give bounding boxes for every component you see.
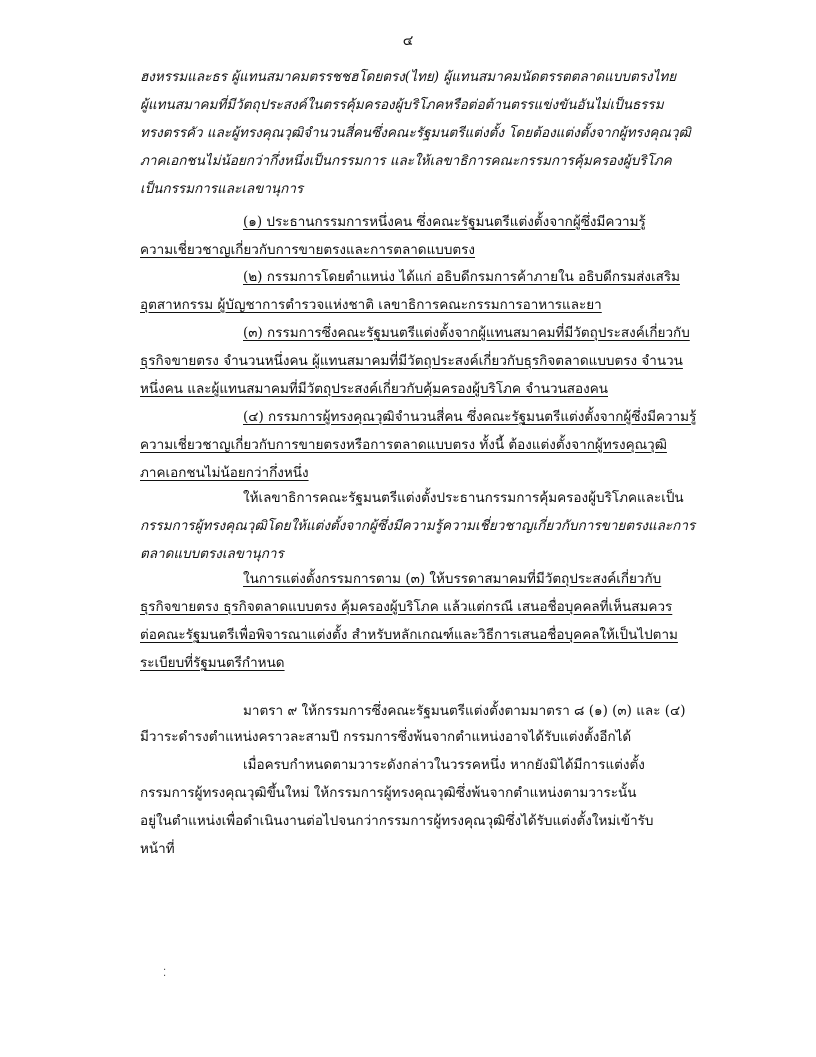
paragraph-line: ระเบียบที่รัฐมนตรีกำหนด: [140, 655, 285, 671]
paragraph-line: ผู้แทนสมาคมที่มีวัตถุประสงค์ในตรรคุ้มครองผู้บริโภคหรือต่อต้านตรรแข่งขันอันไม่เป็นธรรม: [140, 97, 664, 113]
paragraph-line: เมื่อครบกำหนดตามวาระดังกล่าวในวรรคหนึ่ง หากยังมิได้มีการแต่งตั้ง: [243, 757, 645, 773]
page-number: ๔: [402, 33, 414, 49]
paragraph-line: อุตสาหกรรม ผู้บัญชาการตำรวจแห่งชาติ เลขาธิการคณะกรรมการอาหารและยา: [140, 297, 602, 313]
paragraph-line: ให้เลขาธิการคณะรัฐมนตรีแต่งตั้งประธานกรรมการคุ้มครองผู้บริโภคและเป็น: [243, 490, 684, 506]
paragraph-line: เป็นกรรมการและเลขานุการ: [140, 181, 304, 197]
paragraph-line: (๓) กรรมการซึ่งคณะรัฐมนตรีแต่งตั้งจากผู้แทนสมาคมที่มีวัตถุประสงค์เกี่ยวกับ: [243, 325, 690, 341]
paragraph-line: ต่อคณะรัฐมนตรีเพื่อพิจารณาแต่งตั้ง สำหรับหลักเกณฑ์และวิธีการเสนอชื่อบุคคลให้เป็นไปตาม: [140, 627, 678, 643]
paragraph-line: (๑) ประธานกรรมการหนึ่งคน ซึ่งคณะรัฐมนตรีแต่งตั้งจากผู้ซึ่งมีความรู้: [243, 214, 646, 230]
paragraph-line: (๒) กรรมการโดยตำแหน่ง ได้แก่ อธิบดีกรมการค้าภายใน อธิบดีกรมส่งเสริม: [243, 269, 680, 285]
scan-speck: ⁚: [163, 968, 167, 979]
paragraph-line: กรรมการผู้ทรงคุณวุฒิโดยให้แต่งตั้งจากผู้ซึ่งมีความรู้ความเชี่ยวชาญเกี่ยวกับการขายตรงและการ: [140, 518, 696, 534]
paragraph-line: ธุรกิจขายตรง จำนวนหนึ่งคน ผู้แทนสมาคมที่มีวัตถุประสงค์เกี่ยวกับธุรกิจตลาดแบบตรง จำนวน: [140, 353, 683, 369]
paragraph-line: ทรงตรรคัว และผู้ทรงคุณวุฒิจำนวนสี่คนซึ่งคณะรัฐมนตรีแต่งตั้ง โดยต้องแต่งตั้งจากผู้ทรงคุณวุฒิ: [140, 125, 691, 141]
paragraph-line: ฮงหรรมและธร ผู้แทนสมาคมตรรชชฮโดยตรง(ไทย) ผู้แทนสมาคมนัดตรรตตลาดแบบตรงไทย: [140, 69, 677, 85]
paragraph-line: ความเชี่ยวชาญเกี่ยวกับการขายตรงและการตลาดแบบตรง: [140, 242, 476, 258]
paragraph-line: ภาคเอกชนไม่น้อยกว่ากึ่งหนึ่งเป็นกรรมการ และให้เลขาธิการคณะกรรมการคุ้มครองผู้บริโภค: [140, 153, 672, 169]
paragraph-line: กรรมการผู้ทรงคุณวุฒิขึ้นใหม่ ให้กรรมการผู้ทรงคุณวุฒิซึ่งพ้นจากตำแหน่งตามวาระนั้น: [140, 785, 637, 801]
paragraph-line: ความเชี่ยวชาญเกี่ยวกับการขายตรงหรือการตลาดแบบตรง ทั้งนี้ ต้องแต่งตั้งจากผู้ทรงคุณวุฒิ: [140, 437, 667, 453]
paragraph-line: หน้าที่: [140, 841, 175, 857]
paragraph-line: อยู่ในตำแหน่งเพื่อดำเนินงานต่อไปจนกว่ากรรมการผู้ทรงคุณวุฒิซึ่งได้รับแต่งตั้งใหม่เข้ารับ: [140, 813, 654, 829]
paragraph-line: (๔) กรรมการผู้ทรงคุณวุฒิจำนวนสี่คน ซึ่งคณะรัฐมนตรีแต่งตั้งจากผู้ซึ่งมีความรู้: [243, 409, 697, 425]
paragraph-line: ภาคเอกชนไม่น้อยกว่ากึ่งหนึ่ง: [140, 465, 309, 481]
paragraph-line: หนึ่งคน และผู้แทนสมาคมที่มีวัตถุประสงค์เกี่ยวกับคุ้มครองผู้บริโภค จำนวนสองคน: [140, 381, 608, 397]
paragraph-line: มีวาระดำรงตำแหน่งคราวละสามปี กรรมการซึ่งพ้นจากตำแหน่งอาจได้รับแต่งตั้งอีกได้: [140, 729, 632, 745]
section-heading: มาตรา ๙ ให้กรรมการซึ่งคณะรัฐมนตรีแต่งตั้งตามมาตรา ๘ (๑) (๓) และ (๔): [243, 703, 686, 719]
paragraph-line: ในการแต่งตั้งกรรมการตาม (๓) ให้บรรดาสมาคมที่มีวัตถุประสงค์เกี่ยวกับ: [243, 571, 662, 587]
paragraph-line: ตลาดแบบตรงเลขานุการ: [140, 546, 284, 562]
paragraph-line: ธุรกิจขายตรง ธุรกิจตลาดแบบตรง คุ้มครองผู้บริโภค แล้วแต่กรณี เสนอชื่อบุคคลที่เห็นสมควร: [140, 599, 673, 615]
